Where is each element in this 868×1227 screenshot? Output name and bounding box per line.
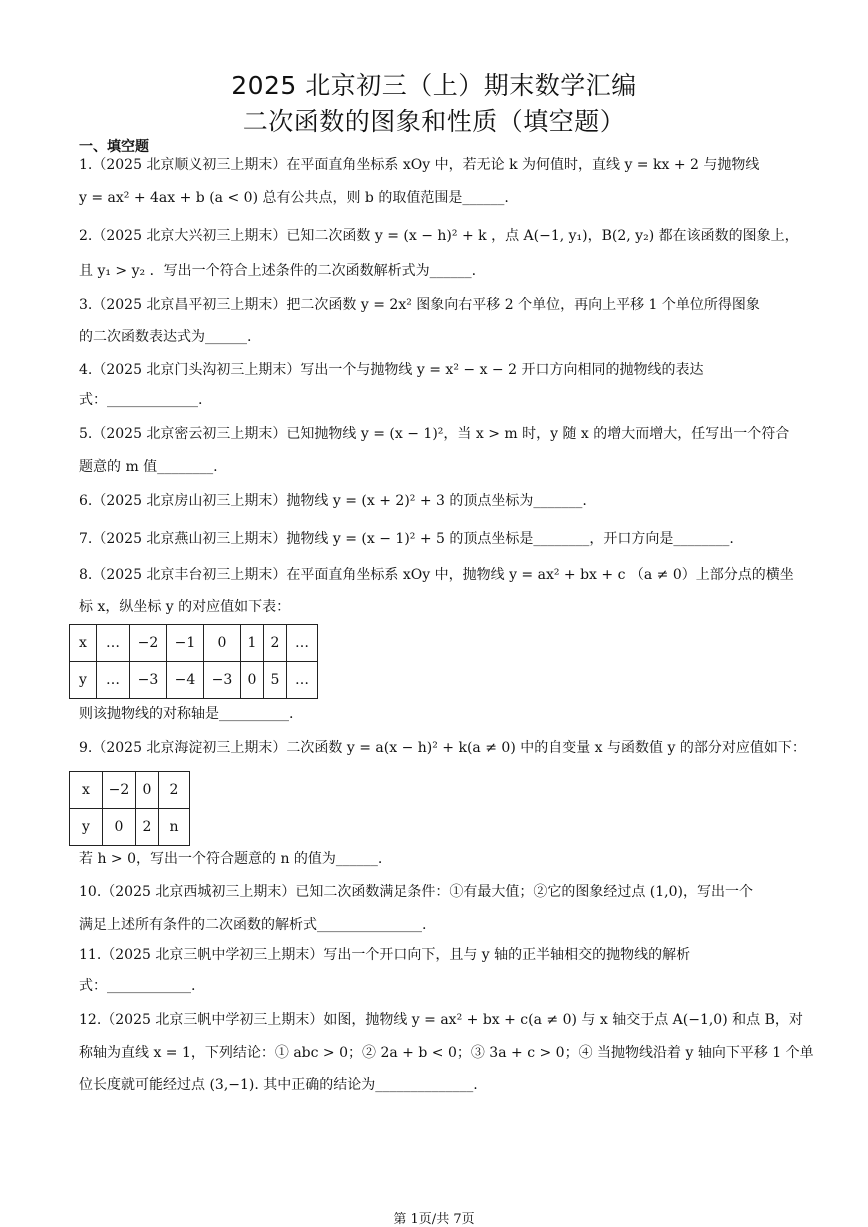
table-cell: 0 [103,809,136,846]
table-cell: −3 [204,662,241,699]
question-5-line-2: 题意的 m 值________. [79,459,218,475]
page-subtitle: 二次函数的图象和性质（填空题） [242,107,626,136]
table-cell: −2 [130,625,167,662]
question-3-line-1: 3.（2025 北京昌平初三上期末）把二次函数 y = 2x² 图象向右平移 2 个单位，再向上平移 1 个单位所得图象 [79,297,760,313]
table-cell: … [97,662,130,699]
table-cell: n [159,809,190,846]
table-cell: −1 [167,625,204,662]
question-4-line-1: 4.（2025 北京门头沟初三上期末）写出一个与抛物线 y = x² − x − 2 开口方向相同的抛物线的表达 [79,362,704,378]
question-12-line-1: 12.（2025 北京三帆中学初三上期末）如图，抛物线 y = ax² + bx + c(a ≠ 0) 与 x 轴交于点 A(−1,0) 和点 B，对 [79,1012,803,1028]
table-row [70,772,190,809]
page-footer: 第 1页/共 7页 [393,1212,475,1227]
table-cell: 1 [241,625,264,662]
question-11-line-1: 11.（2025 北京三帆中学初三上期末）写出一个开口向下，且与 y 轴的正半轴相交的抛物线的解析 [79,947,691,963]
question-1-line-1: 1.（2025 北京顺义初三上期末）在平面直角坐标系 xOy 中，若无论 k 为何值时，直线 y = kx + 2 与抛物线 [79,157,760,173]
question-9-line-1: 9.（2025 北京海淀初三上期末）二次函数 y = a(x − h)² + k(a ≠ 0) 中的自变量 x 与函数值 y 的部分对应值如下： [79,740,806,756]
question-9-after: 若 h > 0，写出一个符合题意的 n 的值为______. [79,851,383,867]
table-cell: 2 [159,772,190,809]
question-10-line-2: 满足上述所有条件的二次函数的解析式_______________. [79,917,427,933]
table-cell: x [70,772,103,809]
question-1-line-2: y = ax² + 4ax + b (a < 0) 总有公共点，则 b 的取值范围是______. [79,190,509,206]
question-2-line-2: 且 y₁ > y₂ ．写出一个符合上述条件的二次函数解析式为______. [79,263,477,279]
page-title: 2025 北京初三（上）期末数学汇编 [231,71,637,100]
section-heading: 一、填空题 [79,139,149,155]
table-cell: 0 [204,625,241,662]
question-3-line-2: 的二次函数表达式为______. [79,329,252,345]
table-cell: … [287,662,318,699]
table-cell: −3 [130,662,167,699]
table-cell: 2 [264,625,287,662]
table-row [70,625,318,662]
table-q8 [69,624,318,699]
table-cell: x [70,625,97,662]
table-cell: −2 [103,772,136,809]
question-8-line-1: 8.（2025 北京丰台初三上期末）在平面直角坐标系 xOy 中，抛物线 y = ax² + bx + c （a ≠ 0）上部分点的横坐 [79,567,794,583]
question-12-line-3: 位长度就可能经过点 (3,−1). 其中正确的结论为______________. [79,1077,478,1093]
question-12-line-2: 称轴为直线 x = 1，下列结论：① abc > 0；② 2a + b < 0；③ 3a + c > 0；④ 当抛物线沿着 y 轴向下平移 1 个单 [79,1045,814,1061]
question-10-line-1: 10.（2025 北京西城初三上期末）已知二次函数满足条件：①有最大值；②它的图象经过点 (1,0)，写出一个 [79,884,753,900]
question-11-line-2: 式：____________. [79,978,196,994]
question-2-line-1: 2.（2025 北京大兴初三上期末）已知二次函数 y = (x − h)² + k ，点 A(−1, y₁)，B(2, y₂) 都在该函数的图象上， [79,228,799,244]
table-q9 [69,771,190,846]
question-8-line-2: 标 x，纵坐标 y 的对应值如下表： [79,599,291,615]
table-cell: −4 [167,662,204,699]
table-cell: 0 [136,772,159,809]
question-8-after: 则该抛物线的对称轴是__________. [79,706,294,722]
question-4-line-2: 式：_____________. [79,392,203,408]
table-cell: … [287,625,318,662]
table-cell: 0 [241,662,264,699]
table-row [70,662,318,699]
question-5-line-1: 5.（2025 北京密云初三上期末）已知抛物线 y = (x − 1)²，当 x > m 时，y 随 x 的增大而增大，任写出一个符合 [79,426,790,442]
table-cell: … [97,625,130,662]
table-row [70,809,190,846]
question-6-line-1: 6.（2025 北京房山初三上期末）抛物线 y = (x + 2)² + 3 的顶点坐标为_______. [79,493,587,509]
question-7-line-1: 7.（2025 北京燕山初三上期末）抛物线 y = (x − 1)² + 5 的顶点坐标是________，开口方向是________. [79,531,734,547]
table-cell: 5 [264,662,287,699]
table-cell: y [70,662,97,699]
table-cell: 2 [136,809,159,846]
table-cell: y [70,809,103,846]
